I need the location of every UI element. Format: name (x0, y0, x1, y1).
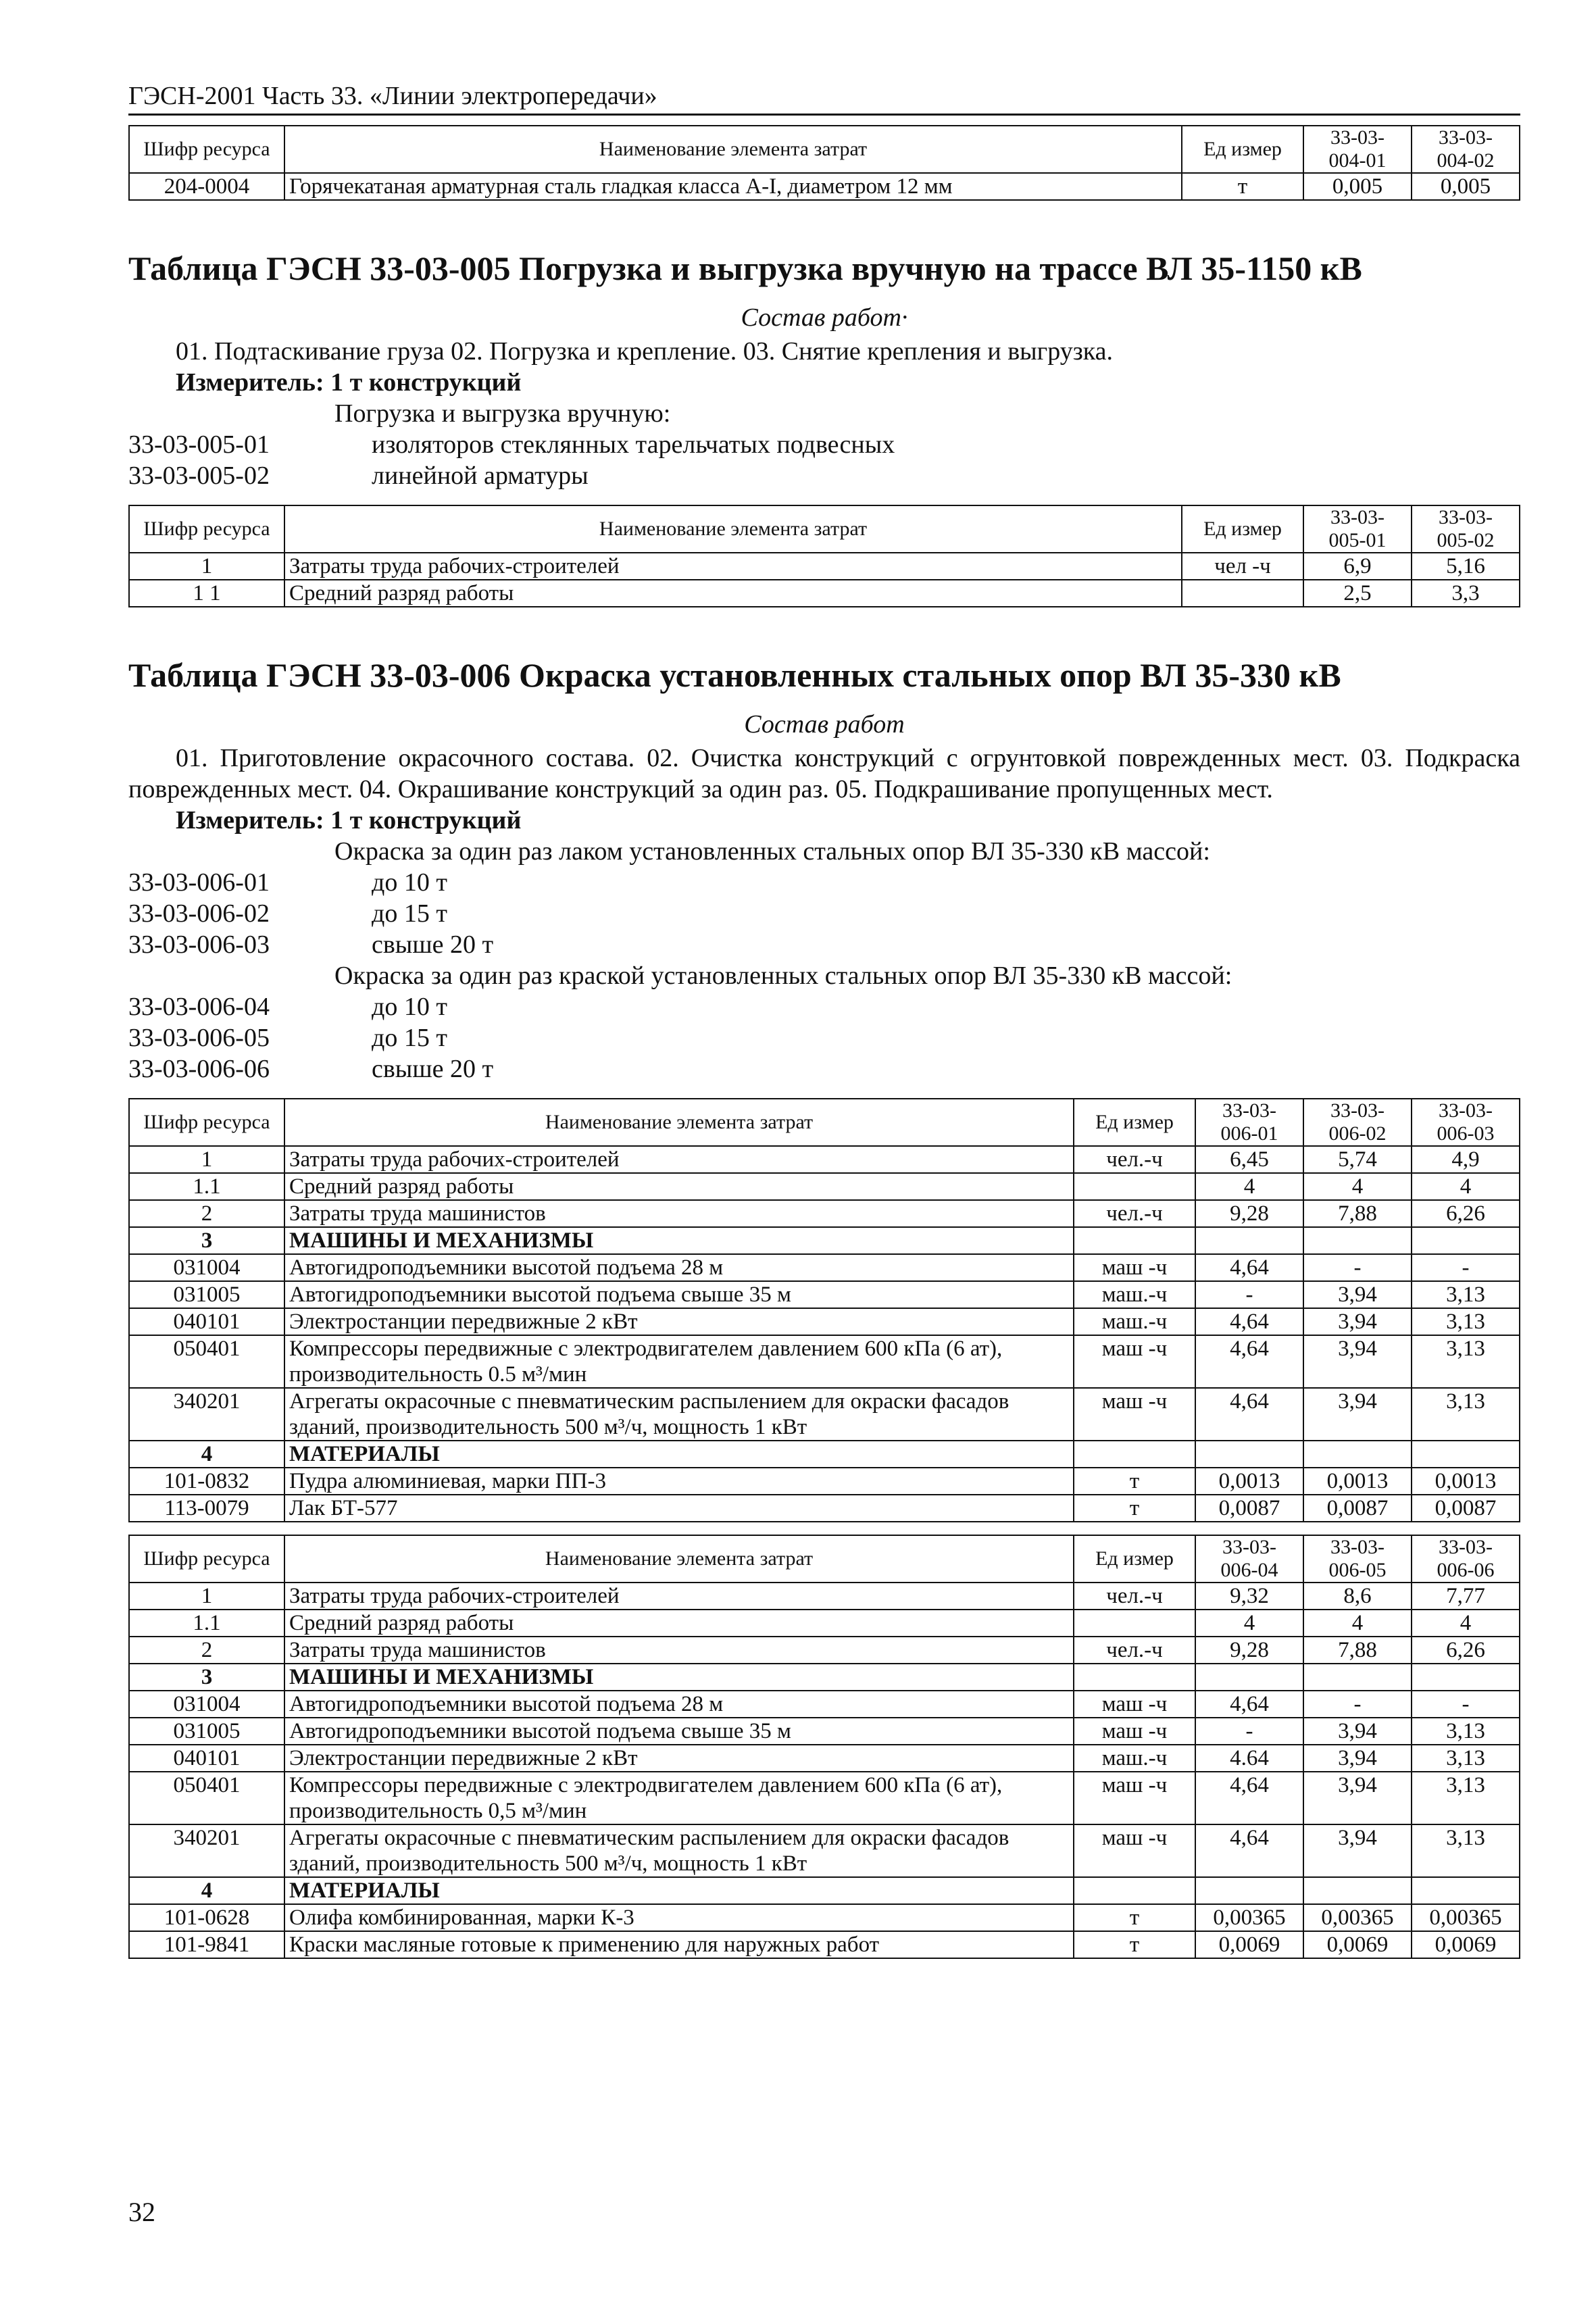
table-row (129, 1468, 1520, 1495)
col-unit-header: Ед измер (1182, 126, 1303, 173)
norm-item: 33-03-006-04 до 10 т (128, 993, 447, 1021)
cell-code: 101-9841 (129, 1931, 284, 1958)
composition-text: 01. Подтаскивание груза 02. Погрузка и крепление. 03. Снятие крепления и выгрузка. (176, 337, 1114, 366)
cell-code: 340201 (129, 1388, 284, 1441)
cell-name: МАШИНЫ И МЕХАНИЗМЫ (284, 1664, 1074, 1691)
cell-unit: чел.-ч (1074, 1583, 1195, 1610)
cell-value: 9,32 (1195, 1583, 1303, 1610)
cell-name: Агрегаты окрасочные с пневматическим распылением для окраски фасадов зданий, производительность 500 м³/ч, мощность 1 кВт (284, 1824, 1074, 1877)
table-row (129, 1772, 1520, 1824)
cell-value: 0,0069 (1303, 1931, 1412, 1958)
col-norm-header: 33-03- 004-02 (1412, 126, 1520, 173)
cell-code: 040101 (129, 1308, 284, 1335)
cell-value: 7,77 (1412, 1583, 1520, 1610)
cell-name: Лак БТ-577 (284, 1495, 1074, 1522)
cell-code: 1 (129, 553, 284, 580)
cell-value (1195, 1664, 1303, 1691)
cell-value: 4,64 (1195, 1254, 1303, 1281)
col-norm-header: 33-03- 005-02 (1412, 505, 1520, 553)
col-norm-header: 33-03- 006-04 (1195, 1535, 1303, 1583)
cell-code: 1.1 (129, 1610, 284, 1637)
norm-item: 33-03-005-01 изоляторов стеклянных тарельчатых подвесных (128, 430, 895, 459)
cell-unit: т (1074, 1904, 1195, 1931)
cell-value (1412, 1877, 1520, 1904)
table-row (129, 173, 1520, 200)
cell-code: 050401 (129, 1772, 284, 1824)
cell-value: - (1412, 1691, 1520, 1718)
cell-code: 3 (129, 1664, 284, 1691)
col-name-header: Наименование элемента затрат (284, 126, 1182, 173)
composition-label: Состав работ· (741, 303, 908, 332)
table-33-03-006-a (128, 1098, 1520, 1522)
cell-value: 4,64 (1195, 1691, 1303, 1718)
col-norm-header: 33-03- 005-01 (1303, 505, 1412, 553)
table-row (129, 1745, 1520, 1772)
col-unit-header: Ед измер (1074, 1099, 1195, 1146)
cell-value: 3,94 (1303, 1824, 1412, 1877)
table-row (129, 1254, 1520, 1281)
cell-value: 3,13 (1412, 1335, 1520, 1388)
cell-code: 2 (129, 1637, 284, 1664)
cell-value: 8,6 (1303, 1583, 1412, 1610)
cell-value: 3,13 (1412, 1718, 1520, 1745)
cell-name: Автогидроподъемники высотой подъема 28 м (284, 1691, 1074, 1718)
running-header: ГЭСН-2001 Часть 33. «Линии электропередачи» (128, 81, 1520, 116)
table-row (129, 1308, 1520, 1335)
cell-name: Электростанции передвижные 2 кВт (284, 1745, 1074, 1772)
cell-name: Средний разряд работы (284, 580, 1182, 607)
col-name-header: Наименование элемента затрат (284, 1535, 1074, 1583)
norm-item: 33-03-006-03 свыше 20 т (128, 930, 494, 959)
cell-value: 4 (1412, 1610, 1520, 1637)
cell-value: 4 (1303, 1610, 1412, 1637)
cell-code: 1.1 (129, 1173, 284, 1200)
norm-item: 33-03-006-01 до 10 т (128, 868, 447, 897)
table-row (129, 1931, 1520, 1958)
cell-value: - (1195, 1718, 1303, 1745)
col-norm-header: 33-03- 006-03 (1412, 1099, 1520, 1146)
cell-code: 031005 (129, 1718, 284, 1745)
table-row (129, 1173, 1520, 1200)
cell-value: 5,74 (1303, 1146, 1412, 1173)
col-unit-header: Ед измер (1182, 505, 1303, 553)
cell-unit: маш -ч (1074, 1388, 1195, 1441)
cell-value: 4 (1195, 1610, 1303, 1637)
cell-unit: маш -ч (1074, 1772, 1195, 1824)
table-header-row (129, 1535, 1520, 1583)
cell-value (1412, 1664, 1520, 1691)
norm-item: 33-03-005-02 линейной арматуры (128, 462, 589, 490)
cell-code: 204-0004 (129, 173, 284, 200)
section-title-006: Таблица ГЭСН 33-03-006 Окраска установленных стальных опор ВЛ 35-330 кВ (128, 656, 1341, 694)
table-row (129, 1200, 1520, 1227)
table-header-row (129, 126, 1520, 173)
cell-value (1303, 1877, 1412, 1904)
cell-code: 1 1 (129, 580, 284, 607)
cell-value (1303, 1441, 1412, 1468)
cell-value: - (1303, 1691, 1412, 1718)
cell-value: 0,0013 (1303, 1468, 1412, 1495)
cell-unit: маш.-ч (1074, 1745, 1195, 1772)
cell-value: 5,16 (1412, 553, 1520, 580)
col-norm-header: 33-03- 004-01 (1303, 126, 1412, 173)
col-norm-header: 33-03- 006-05 (1303, 1535, 1412, 1583)
cell-code: 031004 (129, 1691, 284, 1718)
cell-value (1195, 1227, 1303, 1254)
cell-name: Затраты труда машинистов (284, 1200, 1074, 1227)
cell-unit: чел.-ч (1074, 1146, 1195, 1173)
cell-value: 3,3 (1412, 580, 1520, 607)
cell-value: 0,005 (1412, 173, 1520, 200)
cell-name: Агрегаты окрасочные с пневматическим распылением для окраски фасадов зданий, производительность 500 м³/ч, мощность 1 кВт (284, 1388, 1074, 1441)
cell-code: 4 (129, 1441, 284, 1468)
cell-name: Горячекатаная арматурная сталь гладкая класса A-I, диаметром 12 мм (284, 173, 1182, 200)
cell-value: 0,0069 (1195, 1931, 1303, 1958)
cell-name: МАТЕРИАЛЫ (284, 1441, 1074, 1468)
cell-name: Компрессоры передвижные с электродвигателем давлением 600 кПа (6 ат), производительность 0,5 м³/мин (284, 1772, 1074, 1824)
table-33-03-005 (128, 505, 1520, 607)
table-row (129, 1335, 1520, 1388)
cell-value: 3,94 (1303, 1308, 1412, 1335)
cell-name: Компрессоры передвижные с электродвигателем давлением 600 кПа (6 ат), производительность 0.5 м³/мин (284, 1335, 1074, 1388)
cell-unit: чел.-ч (1074, 1200, 1195, 1227)
cell-code: 113-0079 (129, 1495, 284, 1522)
document-page (128, 81, 1520, 1959)
cell-unit (1074, 1610, 1195, 1637)
cell-value: 3,94 (1303, 1772, 1412, 1824)
col-code-header: Шифр ресурса (129, 126, 284, 173)
col-code-header: Шифр ресурса (129, 1099, 284, 1146)
cell-unit: маш.-ч (1074, 1308, 1195, 1335)
cell-code: 101-0628 (129, 1904, 284, 1931)
cell-unit: маш -ч (1074, 1718, 1195, 1745)
norm-item: 33-03-006-02 до 15 т (128, 899, 447, 928)
table-row (129, 580, 1520, 607)
cell-unit: маш -ч (1074, 1691, 1195, 1718)
cell-code: 340201 (129, 1824, 284, 1877)
cell-value: - (1195, 1281, 1303, 1308)
cell-value: 4,64 (1195, 1824, 1303, 1877)
cell-code: 031005 (129, 1281, 284, 1308)
cell-code: 1 (129, 1146, 284, 1173)
cell-unit: т (1074, 1468, 1195, 1495)
cell-name: Пудра алюминиевая, марки ПП-3 (284, 1468, 1074, 1495)
cell-code: 101-0832 (129, 1468, 284, 1495)
cell-value: 0,0013 (1195, 1468, 1303, 1495)
norm-item: 33-03-006-05 до 15 т (128, 1024, 447, 1052)
cell-value: 2,5 (1303, 580, 1412, 607)
cell-name: МАТЕРИАЛЫ (284, 1877, 1074, 1904)
cell-unit (1074, 1173, 1195, 1200)
cell-value: 3,94 (1303, 1745, 1412, 1772)
cell-value: 7,88 (1303, 1200, 1412, 1227)
table-row (129, 1904, 1520, 1931)
cell-code: 050401 (129, 1335, 284, 1388)
cell-value: 4.64 (1195, 1745, 1303, 1772)
cell-value: 6,26 (1412, 1200, 1520, 1227)
cell-value (1195, 1877, 1303, 1904)
cell-value: 0,00365 (1412, 1904, 1520, 1931)
table-row (129, 1281, 1520, 1308)
table-row (129, 1583, 1520, 1610)
cell-value: 3,13 (1412, 1308, 1520, 1335)
cell-unit: т (1182, 173, 1303, 200)
cell-value (1412, 1441, 1520, 1468)
cell-name: Электростанции передвижные 2 кВт (284, 1308, 1074, 1335)
col-code-header: Шифр ресурса (129, 1535, 284, 1583)
cell-unit: чел -ч (1182, 553, 1303, 580)
table-row (129, 1718, 1520, 1745)
cell-name: Автогидроподъемники высотой подъема свыше 35 м (284, 1281, 1074, 1308)
cell-value (1412, 1227, 1520, 1254)
cell-value: 9,28 (1195, 1637, 1303, 1664)
norm-item: 33-03-006-06 свыше 20 т (128, 1055, 494, 1083)
cell-value: 4,64 (1195, 1335, 1303, 1388)
table-row (129, 1637, 1520, 1664)
cell-unit (1182, 580, 1303, 607)
col-code-header: Шифр ресурса (129, 505, 284, 553)
cell-value: 0,00365 (1195, 1904, 1303, 1931)
table-row (129, 1146, 1520, 1173)
cell-name: Затраты труда машинистов (284, 1637, 1074, 1664)
cell-value: - (1412, 1254, 1520, 1281)
cell-unit (1074, 1664, 1195, 1691)
cell-unit: маш -ч (1074, 1824, 1195, 1877)
cell-value: 4 (1195, 1173, 1303, 1200)
col-unit-header: Ед измер (1074, 1535, 1195, 1583)
composition-label: Состав работ (744, 710, 905, 739)
cell-value: 3,94 (1303, 1281, 1412, 1308)
table-header-row (129, 1099, 1520, 1146)
cell-name: Краски масляные готовые к применению для наружных работ (284, 1931, 1074, 1958)
table-row (129, 1388, 1520, 1441)
cell-name: МАШИНЫ И МЕХАНИЗМЫ (284, 1227, 1074, 1254)
cell-value: 0,0087 (1195, 1495, 1303, 1522)
composition-text: 01. Приготовление окрасочного состава. 02. Очистка конструкций с огрунтовкой поврежденных мест. 03. Подкраска поврежденных мест. 04. Окрашивание конструкций за один раз. 05. Подкрашивание пропущенных мест. (128, 744, 1520, 803)
cell-value: 0,005 (1303, 173, 1412, 200)
cell-value: 4,64 (1195, 1772, 1303, 1824)
col-norm-header: 33-03- 006-02 (1303, 1099, 1412, 1146)
cell-name: Олифа комбинированная, марки К-3 (284, 1904, 1074, 1931)
section-title-005: Таблица ГЭСН 33-03-005 Погрузка и выгрузка вручную на трассе ВЛ 35-1150 кВ (128, 249, 1362, 287)
cell-unit: маш -ч (1074, 1335, 1195, 1388)
items-caption: Окраска за один раз лаком установленных стальных опор ВЛ 35-330 кВ массой: (334, 837, 1210, 866)
table-section-row (129, 1877, 1520, 1904)
cell-value: 6,45 (1195, 1146, 1303, 1173)
col-norm-header: 33-03- 006-01 (1195, 1099, 1303, 1146)
cell-name: Автогидроподъемники высотой подъема 28 м (284, 1254, 1074, 1281)
col-name-header: Наименование элемента затрат (284, 505, 1182, 553)
cell-value: 0,0087 (1303, 1495, 1412, 1522)
cell-value: 0,0013 (1412, 1468, 1520, 1495)
cell-code: 031004 (129, 1254, 284, 1281)
cell-code: 4 (129, 1877, 284, 1904)
meter-line: Измеритель: 1 т конструкций (176, 806, 522, 835)
cell-value: 3,94 (1303, 1388, 1412, 1441)
cell-value: 4 (1412, 1173, 1520, 1200)
cell-name: Затраты труда рабочих-строителей (284, 1583, 1074, 1610)
cell-name: Затраты труда рабочих-строителей (284, 553, 1182, 580)
cell-value: 3,13 (1412, 1824, 1520, 1877)
col-name-header: Наименование элемента затрат (284, 1099, 1074, 1146)
table-33-03-006-b (128, 1535, 1520, 1959)
cell-code: 040101 (129, 1745, 284, 1772)
table-section-row (129, 1227, 1520, 1254)
items-caption: Окраска за один раз краской установленных стальных опор ВЛ 35-330 кВ массой: (334, 962, 1232, 990)
page-number: 32 (128, 2197, 155, 2227)
cell-value: 4,64 (1195, 1308, 1303, 1335)
table-row (129, 1495, 1520, 1522)
cell-value: 3,94 (1303, 1335, 1412, 1388)
cell-name: Средний разряд работы (284, 1610, 1074, 1637)
cell-value (1303, 1664, 1412, 1691)
cell-value: 6,9 (1303, 553, 1412, 580)
table-row (129, 553, 1520, 580)
table-row (129, 1610, 1520, 1637)
cell-value: 6,26 (1412, 1637, 1520, 1664)
cell-code: 2 (129, 1200, 284, 1227)
cell-value: - (1303, 1254, 1412, 1281)
cell-unit: т (1074, 1495, 1195, 1522)
cell-value (1303, 1227, 1412, 1254)
cell-value: 3,13 (1412, 1281, 1520, 1308)
cell-value: 3,13 (1412, 1388, 1520, 1441)
cell-value: 3,13 (1412, 1745, 1520, 1772)
table-header-row (129, 505, 1520, 553)
cell-code: 1 (129, 1583, 284, 1610)
cell-value: 3,13 (1412, 1772, 1520, 1824)
table-row (129, 1691, 1520, 1718)
table-row (129, 1824, 1520, 1877)
table-33-03-004 (128, 125, 1520, 201)
cell-value: 3,94 (1303, 1718, 1412, 1745)
meter-line: Измеритель: 1 т конструкций (176, 368, 522, 397)
cell-value: 0,0069 (1412, 1931, 1520, 1958)
table-section-row (129, 1664, 1520, 1691)
cell-value: 4,9 (1412, 1146, 1520, 1173)
cell-value (1195, 1441, 1303, 1468)
cell-name: Средний разряд работы (284, 1173, 1074, 1200)
cell-value: 4 (1303, 1173, 1412, 1200)
cell-unit (1074, 1441, 1195, 1468)
cell-unit: чел.-ч (1074, 1637, 1195, 1664)
cell-unit: маш -ч (1074, 1254, 1195, 1281)
cell-value: 0,00365 (1303, 1904, 1412, 1931)
cell-name: Автогидроподъемники высотой подъема свыше 35 м (284, 1718, 1074, 1745)
cell-code: 3 (129, 1227, 284, 1254)
cell-value: 4,64 (1195, 1388, 1303, 1441)
cell-value: 7,88 (1303, 1637, 1412, 1664)
cell-unit (1074, 1877, 1195, 1904)
cell-name: Затраты труда рабочих-строителей (284, 1146, 1074, 1173)
cell-unit: т (1074, 1931, 1195, 1958)
col-norm-header: 33-03- 006-06 (1412, 1535, 1520, 1583)
cell-unit: маш.-ч (1074, 1281, 1195, 1308)
cell-value: 9,28 (1195, 1200, 1303, 1227)
cell-unit (1074, 1227, 1195, 1254)
cell-value: 0,0087 (1412, 1495, 1520, 1522)
table-section-row (129, 1441, 1520, 1468)
items-caption: Погрузка и выгрузка вручную: (334, 399, 671, 428)
